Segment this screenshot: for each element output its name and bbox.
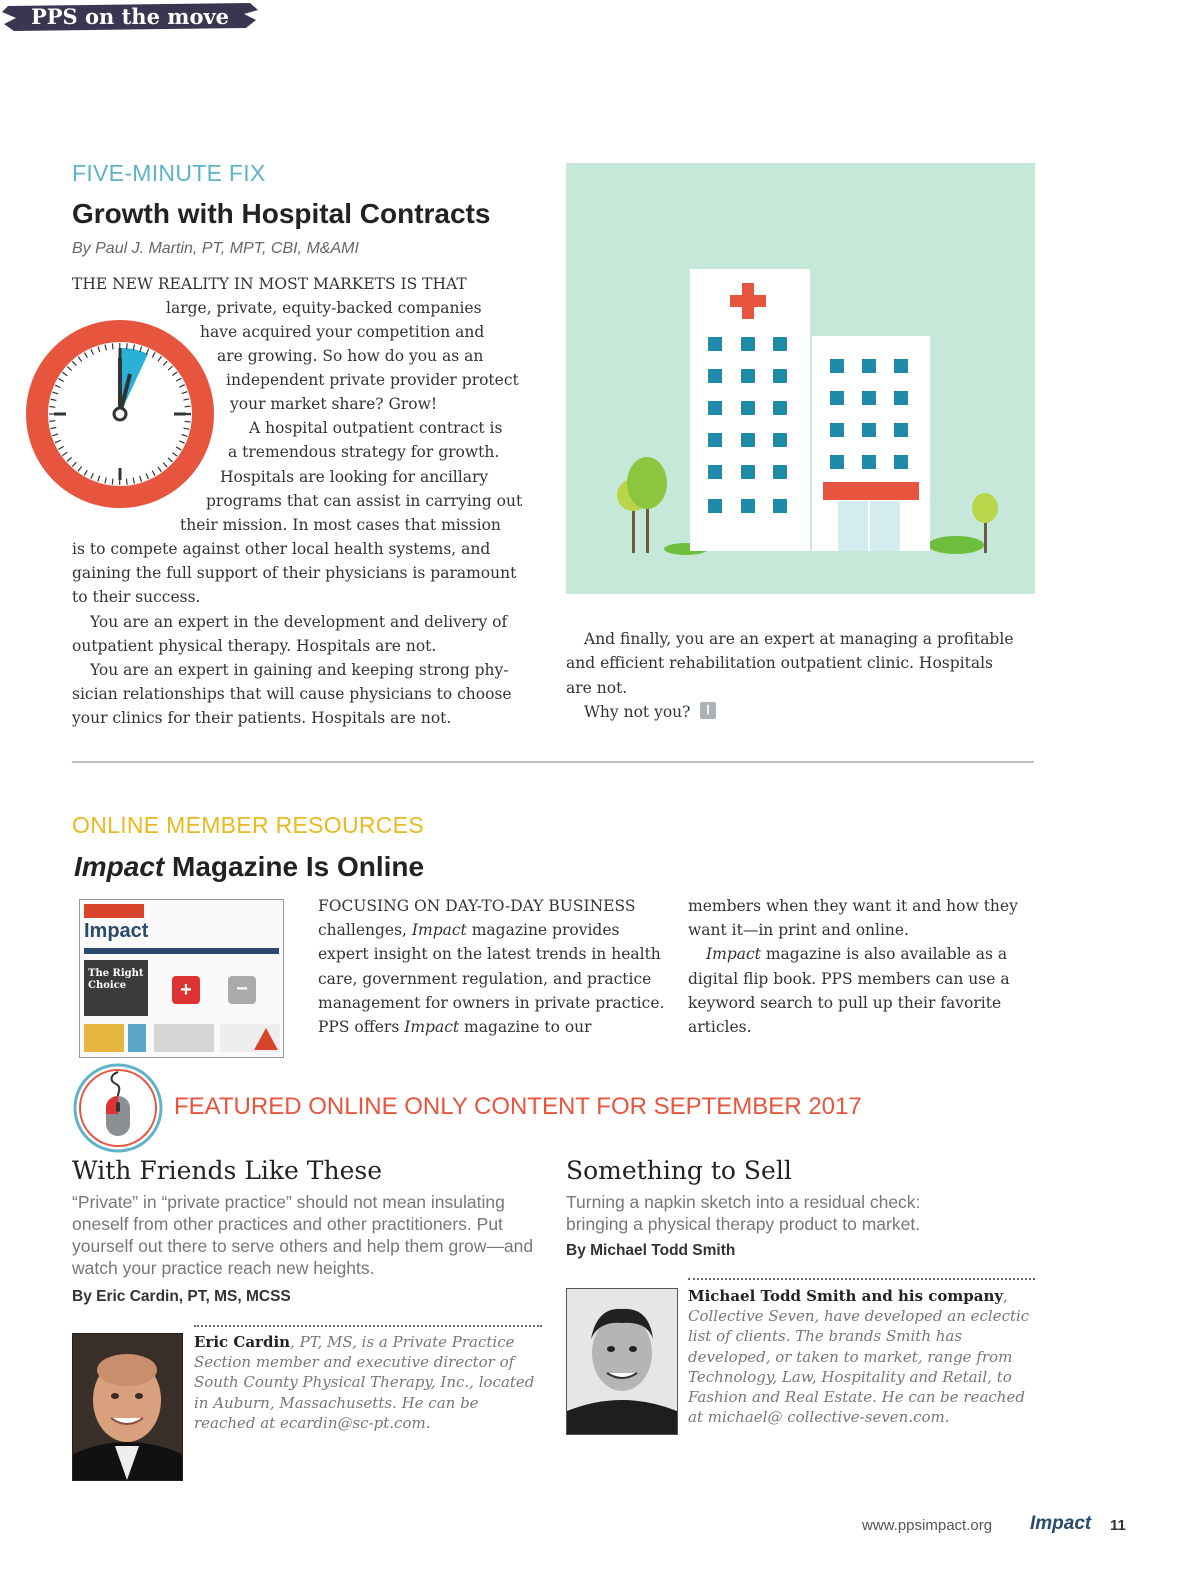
mouse-icon	[72, 1062, 164, 1158]
magazine-thumbnail[interactable]	[79, 899, 284, 1058]
online-col2: members when they want it and how they want it—in print and online. Impact magazine is also available as a digital flip book. PPS members can use a keyword search to pull up their favorite articles.	[688, 897, 1018, 1037]
body-line: gaining the full support of their physicians is paramount	[72, 564, 517, 582]
featured-title[interactable]: With Friends Like These	[72, 1156, 382, 1185]
body-line: Why not you?	[584, 703, 691, 721]
thumb-tile	[154, 1024, 214, 1052]
featured-desc: Turning a napkin sketch into a residual check: bringing a physical therapy product to market.	[566, 1192, 921, 1234]
body-line: outpatient physical therapy. Hospitals are not.	[72, 637, 437, 655]
lead-in: FOCUSING ON DAY-TO-DAY BUSINESS	[318, 897, 636, 915]
body-line: your market share? Grow!	[230, 395, 438, 413]
thumb-banner	[84, 904, 144, 918]
hospital-illustration	[566, 163, 1035, 594]
body-line: is to compete against other local health systems, and	[72, 540, 491, 558]
body-line: THE NEW REALITY IN MOST MARKETS IS THAT	[72, 275, 467, 293]
thumb-masthead: Impact	[84, 920, 149, 942]
footer-magazine: Impact	[1030, 1513, 1092, 1534]
banner-label: PPS on the move	[30, 4, 230, 29]
body-line: You are an expert in the development and delivery of	[90, 613, 508, 631]
online-col1: FOCUSING ON DAY-TO-DAY BUSINESS challenges, Impact magazine provides expert insight on the latest trends in health care, government regulation, and practice management for owners in private practice. PPS offers Impact magazine to our	[318, 897, 665, 1037]
bio-name: Michael Todd Smith and his company	[688, 1287, 1004, 1305]
body-line: to their success.	[72, 588, 201, 606]
body-line: You are an expert in gaining and keeping strong phy-	[90, 661, 509, 679]
thumb-tile	[220, 1024, 280, 1052]
body-line: are not.	[566, 679, 628, 697]
hospital-icon	[566, 163, 1035, 594]
author-bio: Eric Cardin, PT, MS, is a Private Practice Section member and executive director of South County Physical Therapy, Inc., located in Auburn, Massachusetts. He can be reached at ecardin@sc-pt.com.	[194, 1333, 535, 1432]
author-photo	[566, 1288, 678, 1435]
section-kicker: FIVE-MINUTE FIX	[72, 160, 266, 186]
clock-icon	[24, 318, 216, 514]
featured-label: FEATURED ONLINE ONLY CONTENT FOR SEPTEMBER 2017	[174, 1093, 862, 1120]
pyramid-icon	[220, 1024, 280, 1052]
featured-desc: “Private” in “private practice” should not mean insulating oneself from other practices and other practitioners. Put yourself out there to serve others and help them grow—and watch your practice reach new heights.	[72, 1192, 534, 1278]
thumb-tile	[84, 1024, 124, 1052]
bio-name: Eric Cardin	[194, 1333, 291, 1351]
minus-icon: −	[228, 976, 256, 1004]
thumb-nav	[84, 948, 279, 954]
article-byline: By Paul J. Martin, PT, MPT, CBI, M&AMI	[72, 240, 359, 257]
body-line: their mission. In most cases that mission	[180, 516, 501, 534]
title-emphasis: Impact	[74, 851, 165, 882]
thumb-feature-title: The Right Choice	[88, 968, 144, 991]
body-line: large, private, equity-backed companies	[166, 299, 482, 317]
body-line: your clinics for their patients. Hospitals are not.	[72, 709, 452, 727]
body-line: have acquired your competition and	[200, 323, 485, 341]
body-line: programs that can assist in carrying out	[206, 492, 523, 510]
section-banner	[0, 0, 260, 34]
bio-divider	[194, 1325, 542, 1327]
article-title: Growth with Hospital Contracts	[72, 198, 491, 229]
body-line: independent private provider protect	[226, 371, 519, 389]
body-line: are growing. So how do you as an	[217, 347, 484, 365]
article-title	[74, 851, 424, 883]
featured-byline: By Eric Cardin, PT, MS, MCSS	[72, 1288, 291, 1305]
thumb-tile	[128, 1024, 146, 1052]
title-rest: Magazine Is Online	[164, 851, 425, 882]
thumb-feature	[84, 960, 148, 1016]
featured-title[interactable]: Something to Sell	[566, 1156, 792, 1185]
section-divider	[72, 761, 1034, 763]
bio-divider	[688, 1278, 1035, 1280]
body-line: Hospitals are looking for ancillary	[220, 468, 489, 486]
author-bio: Michael Todd Smith and his company, Collective Seven, have developed an eclectic list of clients. The brands Smith has developed, or taken to market, range from Technology, Law, Hospitality and Retail, to Fashion and Real Estate. He can be reached at michael@ collective-seven.com.	[688, 1287, 1030, 1427]
end-mark-icon: Ⅰ	[700, 702, 716, 719]
author-photo	[72, 1333, 183, 1481]
plus-icon: +	[172, 976, 200, 1004]
section-kicker: ONLINE MEMBER RESOURCES	[72, 812, 424, 838]
body-line: and efficient rehabilitation outpatient clinic. Hospitals	[566, 654, 993, 672]
page-number: 11	[1110, 1517, 1126, 1534]
body-line: A hospital outpatient contract is	[249, 419, 503, 437]
featured-byline: By Michael Todd Smith	[566, 1242, 736, 1259]
footer-url[interactable]: www.ppsimpact.org	[862, 1517, 993, 1534]
body-line: And finally, you are an expert at managing a profitable	[584, 630, 1014, 648]
body-line: a tremendous strategy for growth.	[228, 443, 500, 461]
body-line: sician relationships that will cause physicians to choose	[72, 685, 512, 703]
